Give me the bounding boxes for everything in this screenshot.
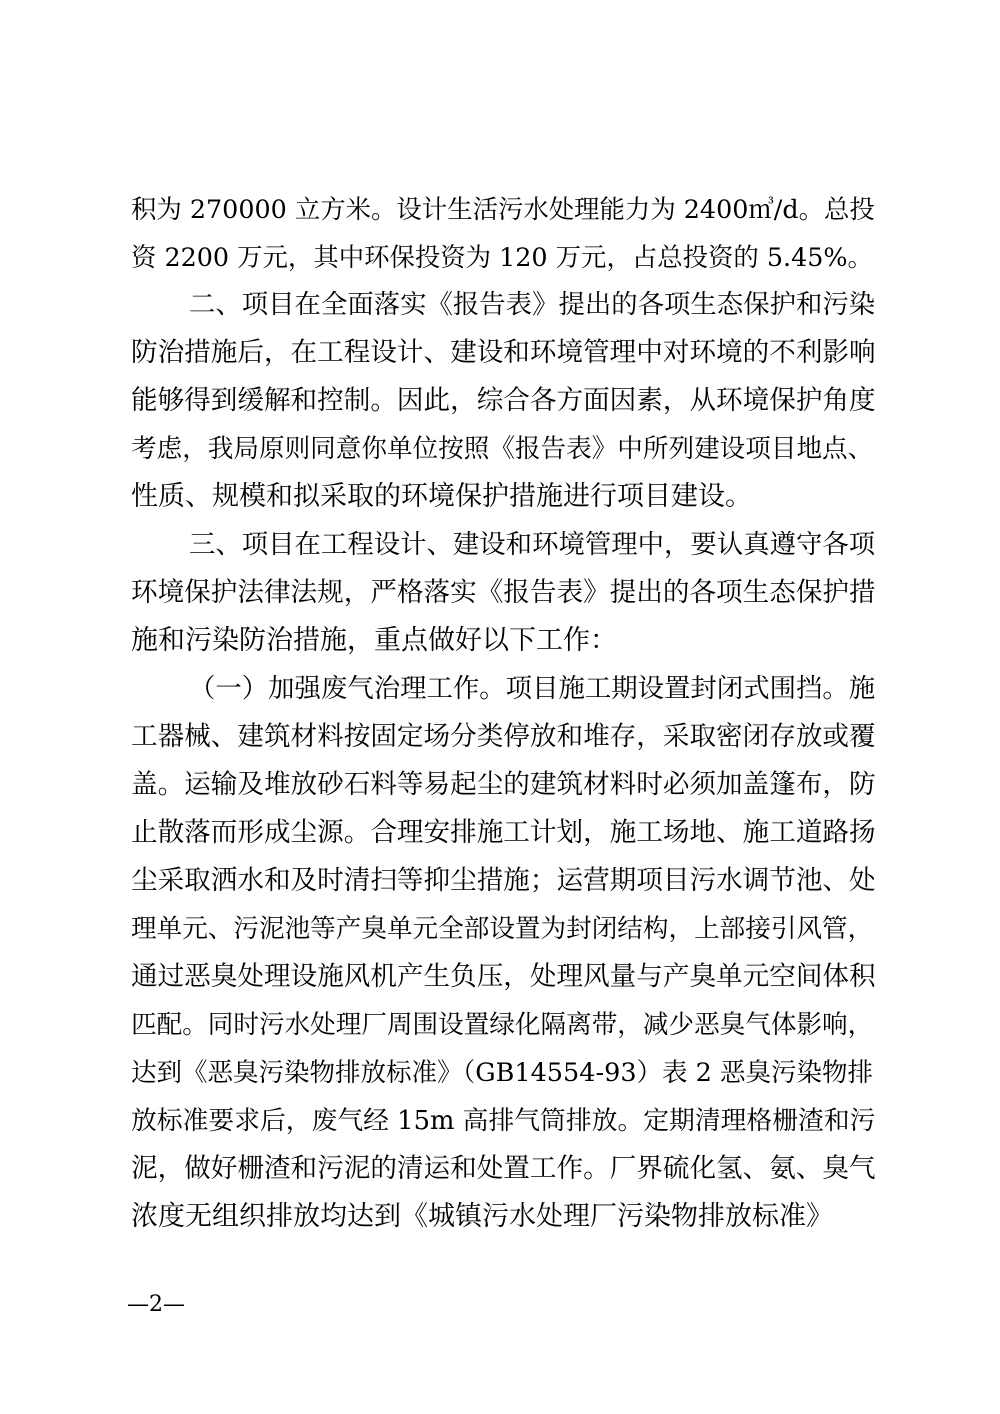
- text-line: 资 2200 万元，其中环保投资为 120 万元，占总投资的 5.45%。: [131, 242, 873, 272]
- text-line: 尘采取洒水和及时清扫等抑尘措施；运营期项目污水调节池、处: [131, 865, 876, 896]
- text-line: 防治措施后，在工程设计、建设和环境管理中对环境的不利影响: [131, 337, 876, 368]
- text-line: 放标准要求后，废气经 15m 高排气筒排放。定期清理格栅渣和污: [131, 1106, 876, 1136]
- body-text: [131, 185, 876, 1241]
- text-line: 达到《恶臭污染物排放标准》（GB14554-93）表 2 恶臭污染物排: [131, 1058, 873, 1088]
- text-line: 考虑，我局原则同意你单位按照《报告表》中所列建设项目地点、: [131, 434, 874, 464]
- text-line: 环境保护法律法规，严格落实《报告表》提出的各项生态保护措: [131, 577, 876, 608]
- text-line: 积为 270000 立方米。设计生活污水处理能力为 2400㎥/d。总投: [131, 194, 875, 224]
- paragraph-start-line: （一）加强废气治理工作。项目施工期设置封闭式围挡。施: [189, 673, 876, 704]
- text-line: 能够得到缓解和控制。因此，综合各方面因素，从环境保护角度: [131, 385, 876, 416]
- paragraph-start-line: 三、项目在工程设计、建设和环境管理中，要认真遵守各项: [189, 529, 876, 560]
- text-line: 泥，做好栅渣和污泥的清运和处置工作。厂界硫化氢、氨、臭气: [131, 1153, 876, 1184]
- paragraph-start-line: 二、项目在全面落实《报告表》提出的各项生态保护和污染: [189, 289, 876, 320]
- text-line: 止散落而形成尘源。合理安排施工计划，施工场地、施工道路扬: [131, 817, 876, 848]
- text-line: 浓度无组织排放均达到《城镇污水处理厂污染物排放标准》: [131, 1201, 833, 1232]
- text-line: 性质、规模和拟采取的环境保护措施进行项目建设。: [131, 481, 752, 512]
- text-line: 理单元、污泥池等产臭单元全部设置为封闭结构，上部接引风管，: [131, 914, 874, 944]
- text-line: 匹配。同时污水处理厂周围设置绿化隔离带，减少恶臭气体影响，: [131, 1010, 874, 1040]
- text-line: 盖。运输及堆放砂石料等易起尘的建筑材料时必须加盖篷布，防: [131, 769, 876, 800]
- page-number: —2—: [127, 1292, 185, 1317]
- text-line: 工器械、建筑材料按固定场分类停放和堆存，采取密闭存放或覆: [131, 721, 876, 752]
- text-line: 通过恶臭处理设施风机产生负压，处理风量与产臭单元空间体积: [131, 961, 876, 992]
- text-line: 施和污染防治措施，重点做好以下工作：: [131, 625, 617, 656]
